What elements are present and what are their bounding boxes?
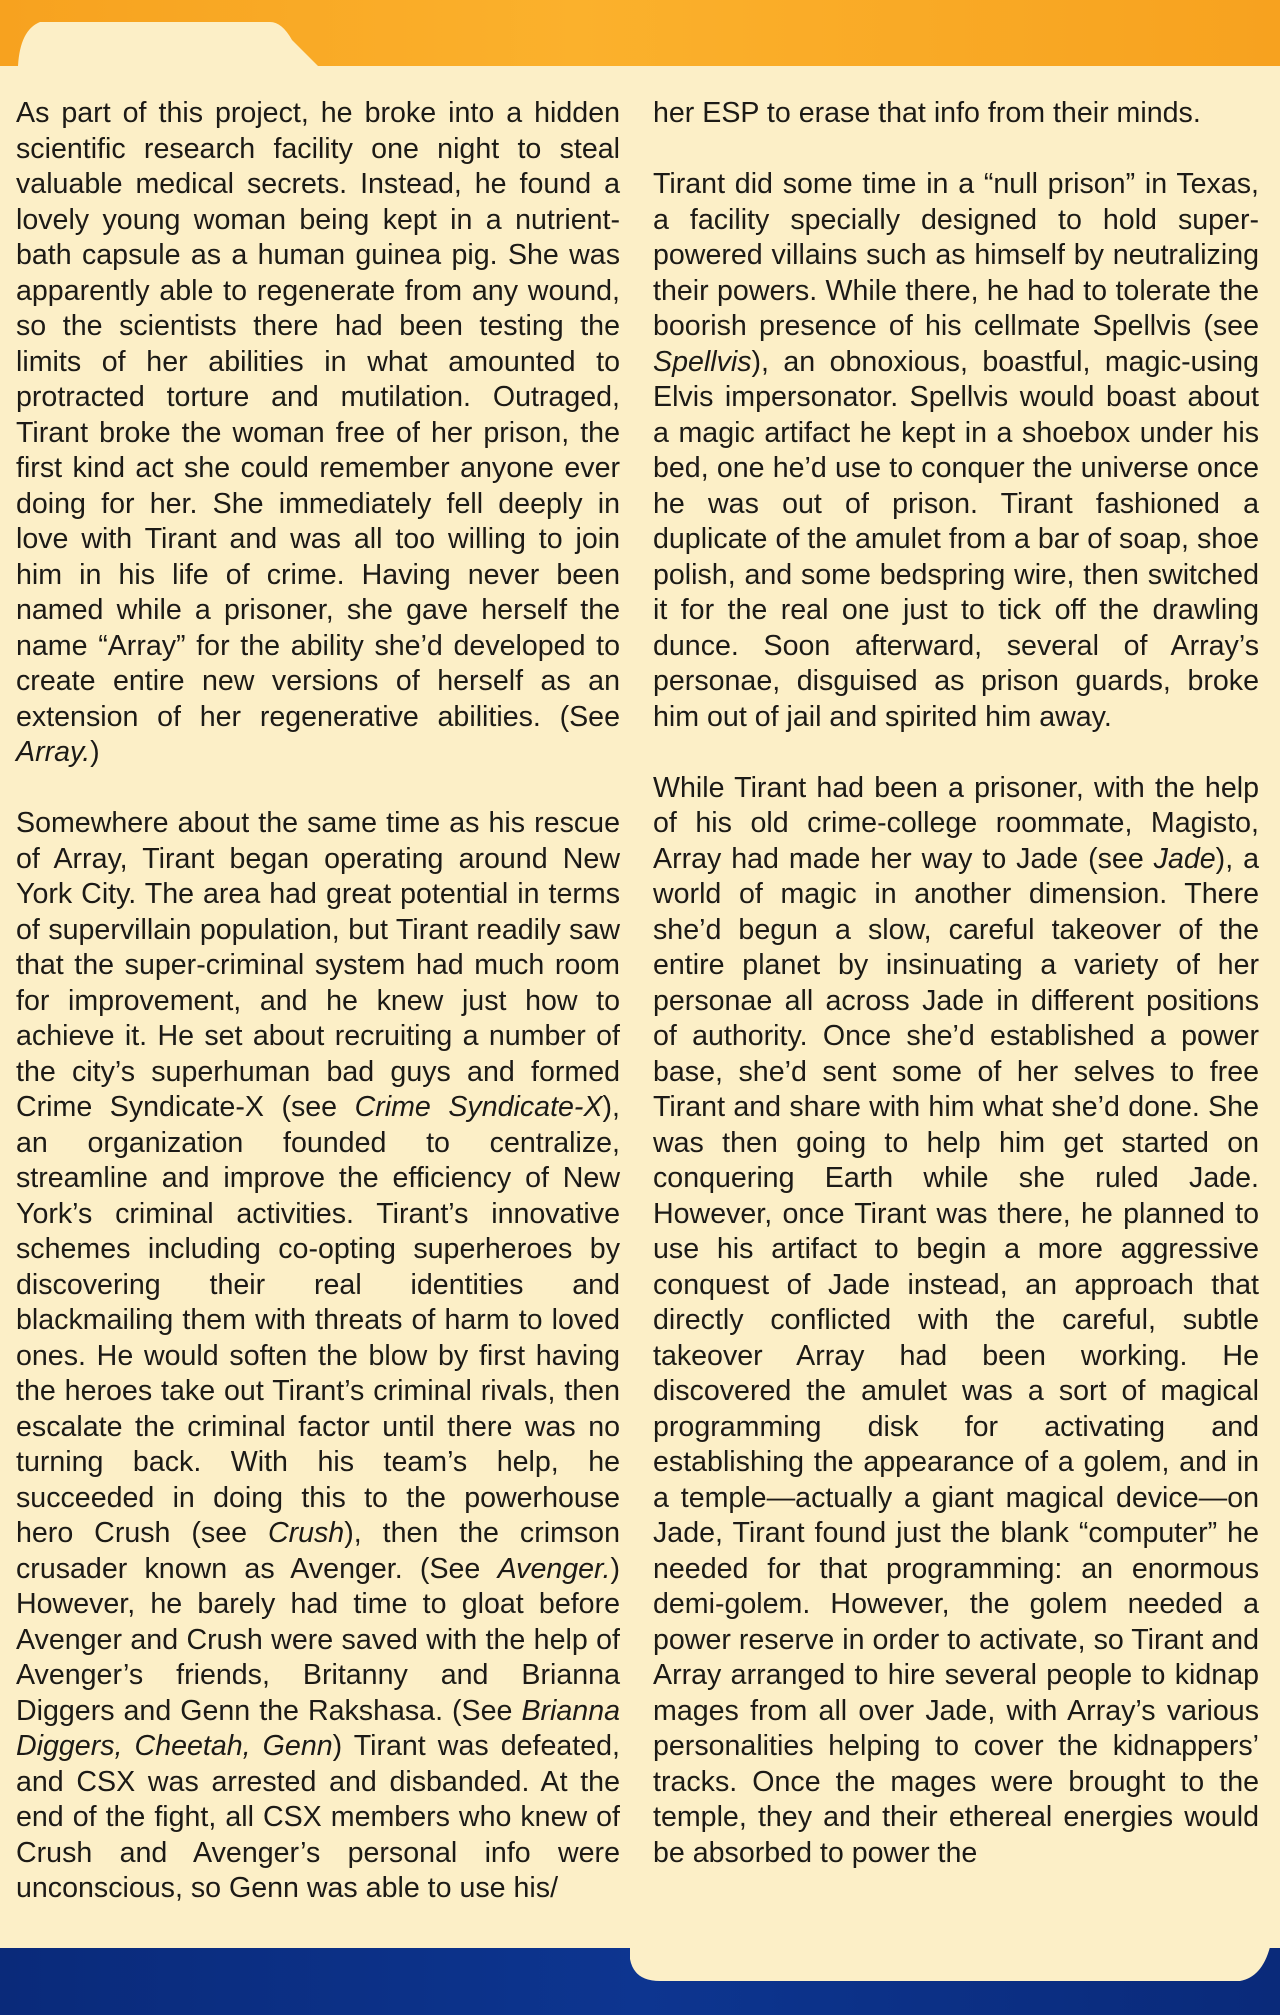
text-run: ) Tirant was defeated, and CSX was arrested and disbanded. At the end of the fight, all CSX members who knew of Crush and Avenger’s personal info were unconscious, so Genn was able to use his/	[16, 1730, 620, 1904]
text-run: ) However, he barely had time to gloat before Avenger and Crush were saved with the help of Avenger’s friends, Britanny and Brianna Diggers and Genn the Rakshasa. (See	[16, 1552, 620, 1727]
left-text-column	[16, 96, 620, 1907]
text-run: )	[90, 736, 100, 768]
right-paragraph-2	[653, 167, 1259, 735]
text-run: ), an obnoxious, boastful, magic-using Elvis impersonator. Spellvis would boast about a magic artifact he kept in a shoebox under his bed, one he’d use to conquer the universe once he was out of prison. Tirant fashioned a duplicate of the amulet from a bar of soap, shoe polish, and some bedspring wire, then switched it for the real one just to tick off the drawling dunce. Soon afterward, several of Array’s personae, disguised as prison guards, broke him out of jail and spirited him away.	[653, 345, 1259, 733]
cross-reference: Brianna Diggers, Cheetah, Genn	[16, 1694, 620, 1762]
text-run: As part of this project, he broke into a hidden scientific research facility one night to steal valuable medical secrets. Instead, he found a lovely young woman being kept in a nutrient-bath capsule as a human guinea pig. She was apparently able to regenerate from any wound, so the scientists there had been testing the limits of her abilities in what amounted to protracted torture and mutilation. Outraged, Tirant broke the woman free of her prison, the first kind act she could remember anyone ever doing for her. She immediately fell deeply in love with Tirant and was all too willing to join him in his life of crime. Having never been named while a prisoner, she gave herself the name “Array” for the ability she’d developed to create entire new versions of herself as an extension of her regenerative abilities. (See	[16, 97, 620, 733]
cross-reference: Crime Syndicate-X	[354, 1091, 603, 1123]
folder-tab-outline	[0, 22, 1280, 80]
text-run: her ESP to erase that info from their minds.	[653, 97, 1201, 129]
cross-reference: Array.	[16, 736, 91, 768]
text-run: ), a world of magic in another dimension. There she’d begun a slow, careful takeover of the entire planet by insinuating a variety of her personae all across Jade in different positions of authority. Once she’d established a power base, she’d sent some of her selves to free Tirant and share with him what she’d done. She was then going to help him get started on conquering Earth while she ruled Jade. However, once Tirant was there, he planned to use his artifact to begin a more aggressive conquest of Jade instead, an approach that directly conflicted with the careful, subtle takeover Array had been working. He discovered the amulet was a sort of magical programming disk for activating and establishing the appearance of a golem, and in a temple—actually a giant magical device—on Jade, Tirant found just the blank “computer” he needed for that programming: an enormous demi-golem. However, the golem needed a power reserve in order to activate, so Tirant and Array arranged to hire several people to kidnap mages from all over Jade, with Array’s various personalities helping to cover the kidnappers’ tracks. Once the mages were brought to the temple, they and their ethereal energies would be absorbed to power the	[653, 842, 1259, 1869]
left-paragraph-1	[16, 96, 620, 771]
cross-reference: Jade	[1153, 842, 1216, 875]
cross-reference: Spellvis	[653, 345, 752, 378]
bottom-panel-outline	[0, 1935, 1280, 1981]
right-paragraph-1	[653, 96, 1259, 132]
cross-reference: Crush	[267, 1517, 345, 1549]
text-run: While Tirant had been a prisoner, with the help of his old crime-college roommate, Magisto, Array had made her way to Jade (see	[653, 771, 1259, 875]
text-run: ), an organization founded to centralize, streamline and improve the efficiency of New York’s criminal activities. Tirant’s innovative schemes including co-opting superheroes by discovering their real identities and blackmailing them with threats of harm to loved ones. He would soften the blow by first having the heroes take out Tirant’s criminal rivals, then escalate the criminal factor until there was no turning back. With his team’s help, he succeeded in doing this to the powerhouse hero Crush (see	[16, 1091, 620, 1549]
text-run: Somewhere about the same time as his rescue of Array, Tirant began operating around New York City. The area had great potential in terms of supervillain population, but Tirant readily saw that the super-criminal system had much room for improvement, and he knew just how to achieve it. He set about recruiting a number of the city’s superhuman bad guys and formed Crime Syndicate-X (see	[16, 807, 620, 1123]
left-paragraph-2	[16, 806, 620, 1907]
text-run: Tirant did some time in a “null prison” in Texas, a facility specially designed to hold super-powered villains such as himself by neutralizing their powers. While there, he had to tolerate the boorish presence of his cellmate Spellvis (see	[653, 168, 1259, 342]
right-text-column	[653, 96, 1259, 1871]
text-run: ), then the crimson crusader known as Avenger. (See	[16, 1517, 620, 1585]
cross-reference: Avenger.	[497, 1552, 611, 1585]
right-paragraph-3	[653, 771, 1259, 1872]
bottom-panel-edge	[0, 1935, 1280, 2015]
folder-tab-panel	[0, 0, 1280, 80]
